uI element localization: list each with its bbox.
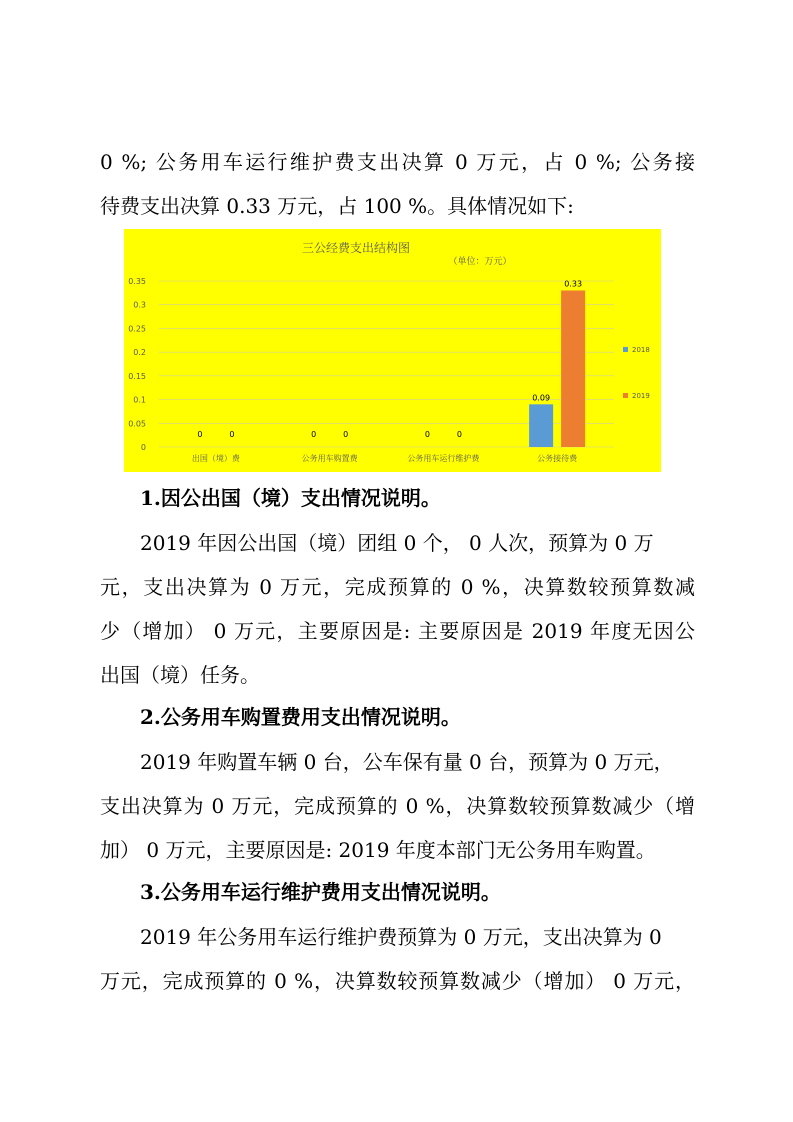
data-label: 0.09 <box>532 393 551 403</box>
legend-label: 2018 <box>632 346 650 354</box>
section3-heading: 3.公务用车运行维护费用支出情况说明。 <box>140 880 501 904</box>
data-label: 0.33 <box>564 279 583 289</box>
y-tick-label: 0.2 <box>133 348 146 358</box>
data-label: 0 <box>229 430 235 439</box>
x-tick-label: 公务接待费 <box>537 454 578 463</box>
section2-line-3: 加） 0 万元，主要原因是: 2019 年度本部门无公务用车购置。 <box>100 838 656 862</box>
x-tick-label: 公务用车运行维护费 <box>407 454 480 463</box>
section2-line-1: 2019 年购置车辆 0 台，公车保有量 0 台，预算为 0 万元， <box>140 750 674 774</box>
chart-subtitle: （单位：万元） <box>448 257 512 267</box>
legend-swatch <box>623 347 628 352</box>
intro-line-1: 0 %; 公务用车运行维护费支出决算 0 万元，占 0 %; 公务接 <box>100 150 695 174</box>
section2-heading: 2.公务用车购置费用支出情况说明。 <box>140 705 461 729</box>
section1-line-2: 元，支出决算为 0 万元，完成预算的 0 %，决算数较预算数减 <box>100 575 695 599</box>
y-tick-label: 0.05 <box>128 419 146 429</box>
intro-line-2: 待费支出决算 0.33 万元，占 100 %。具体情况如下: <box>100 194 574 218</box>
x-axis-labels <box>192 453 578 463</box>
y-tick-label: 0.1 <box>133 395 146 405</box>
section1-line-1: 2019 年因公出国（境）团组 0 个， 0 人次，预算为 0 万 <box>140 531 654 555</box>
y-tick-label: 0.3 <box>133 300 146 310</box>
section2-line-2: 支出决算为 0 万元，完成预算的 0 %，决算数较预算数减少（增 <box>100 794 695 818</box>
expense-structure-chart <box>124 229 661 472</box>
y-tick-label: 0.25 <box>128 324 146 334</box>
legend-label: 2019 <box>632 392 650 400</box>
section1-line-4: 出国（境）任务。 <box>100 663 260 687</box>
chart-data-labels <box>197 279 582 439</box>
y-tick-label: 0 <box>140 443 146 452</box>
section3-line-2: 万元，完成预算的 0 %，决算数较预算数减少（增加） 0 万元， <box>100 969 695 993</box>
data-label: 0 <box>343 430 349 439</box>
y-tick-label: 0.15 <box>128 371 146 381</box>
data-label: 0 <box>311 430 317 439</box>
data-label: 0 <box>424 430 430 439</box>
section1-heading: 1.因公出国（境）支出情况说明。 <box>140 486 441 510</box>
data-label: 0 <box>456 430 462 439</box>
y-axis-ticks <box>128 277 146 452</box>
bar-2019 <box>561 290 585 447</box>
section3-line-1: 2019 年公务用车运行维护费预算为 0 万元，支出决算为 0 <box>140 925 662 949</box>
data-label: 0 <box>197 430 203 439</box>
chart-title: 三公经费支出结构图 <box>301 241 411 255</box>
bar-2018 <box>529 404 553 447</box>
legend-swatch <box>623 393 628 398</box>
x-tick-label: 公务用车购置费 <box>301 454 358 463</box>
x-tick-label: 出国（境）费 <box>191 454 240 463</box>
section1-line-3: 少（增加） 0 万元，主要原因是: 主要原因是 2019 年度无因公 <box>100 619 695 643</box>
chart-legend <box>623 346 650 400</box>
y-tick-label: 0.35 <box>128 277 146 286</box>
